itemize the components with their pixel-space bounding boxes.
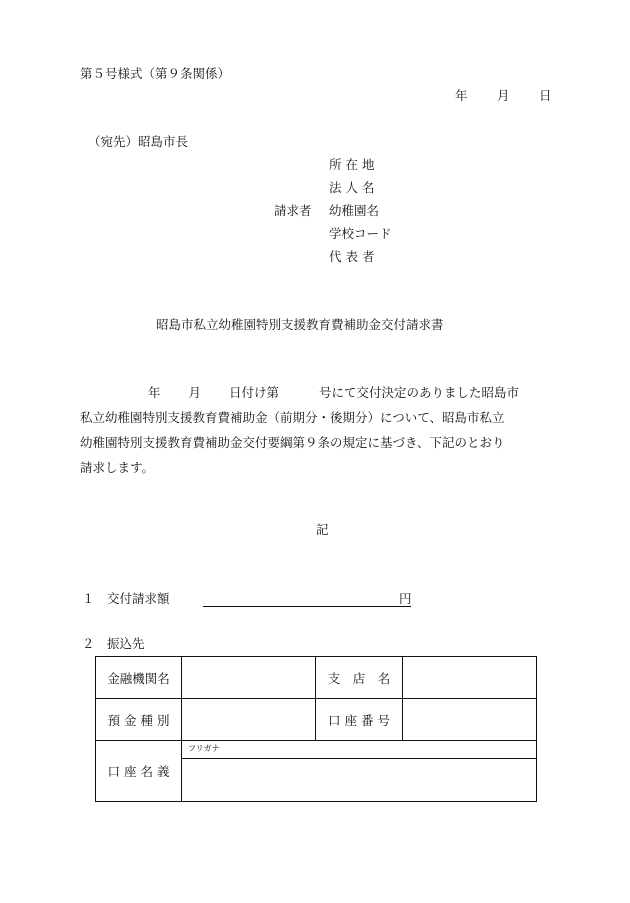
account-number-label: 口 座 番 号	[316, 699, 403, 741]
requester-field-kindergarten: 幼稚園名	[329, 203, 380, 218]
requester-field-school-code: 学校コード	[329, 226, 392, 241]
item1-number: １	[82, 591, 95, 606]
account-type-cell[interactable]	[182, 699, 316, 741]
date-year-label: 年	[455, 88, 468, 103]
addressee: （宛先）昭島市長	[88, 134, 189, 149]
account-holder-label: 口 座 名 義	[96, 741, 182, 802]
bank-name-cell[interactable]	[182, 657, 316, 699]
paragraph-line-2: 私立幼稚園特別支援教育費補助金（前期分・後期分）について、昭島市私立	[80, 410, 505, 425]
transfer-account-table	[95, 656, 537, 802]
form-number: 第５号様式（第９条関係）	[80, 66, 231, 81]
branch-cell[interactable]	[403, 657, 537, 699]
paragraph-day-number: 日付け第	[229, 385, 280, 400]
bank-name-label: 金融機関名	[96, 657, 182, 699]
paragraph-line-1	[80, 380, 555, 405]
ki-heading: 記	[316, 522, 329, 537]
branch-label: 支 店 名	[316, 657, 403, 699]
requester-field-address: 所 在 地	[329, 157, 375, 172]
requester-label: 請求者	[274, 203, 312, 218]
date-month-label: 月	[497, 88, 510, 103]
paragraph-line-4: 請求します。	[80, 460, 155, 475]
requester-field-corporation: 法 人 名	[329, 180, 375, 195]
item2-number: ２	[82, 636, 95, 651]
paragraph-year: 年	[148, 385, 161, 400]
document-title: 昭島市私立幼稚園特別支援教育費補助金交付請求書	[156, 317, 444, 332]
table-row	[96, 699, 537, 741]
item2-label: 振込先	[107, 636, 145, 651]
item1-label: 交付請求額	[107, 591, 170, 606]
paragraph-line-3: 幼稚園特別支援教育費補助金交付要綱第９条の規定に基づき、下記のとおり	[80, 435, 505, 450]
item1-unit: 円	[399, 591, 412, 606]
request-paragraph	[80, 380, 555, 480]
amount-underline[interactable]	[203, 606, 411, 607]
account-type-label: 預 金 種 別	[96, 699, 182, 741]
account-number-cell[interactable]	[403, 699, 537, 741]
furigana-label: フリガナ	[188, 744, 220, 753]
table-row	[96, 657, 537, 699]
table-row	[96, 741, 537, 759]
date-day-label: 日	[539, 88, 552, 103]
paragraph-decision-text: 号にて交付決定のありました昭島市	[319, 385, 520, 400]
requester-field-representative: 代 表 者	[329, 249, 375, 264]
furigana-cell[interactable]	[182, 741, 537, 759]
paragraph-month: 月	[188, 385, 202, 400]
account-holder-cell[interactable]	[182, 759, 537, 802]
